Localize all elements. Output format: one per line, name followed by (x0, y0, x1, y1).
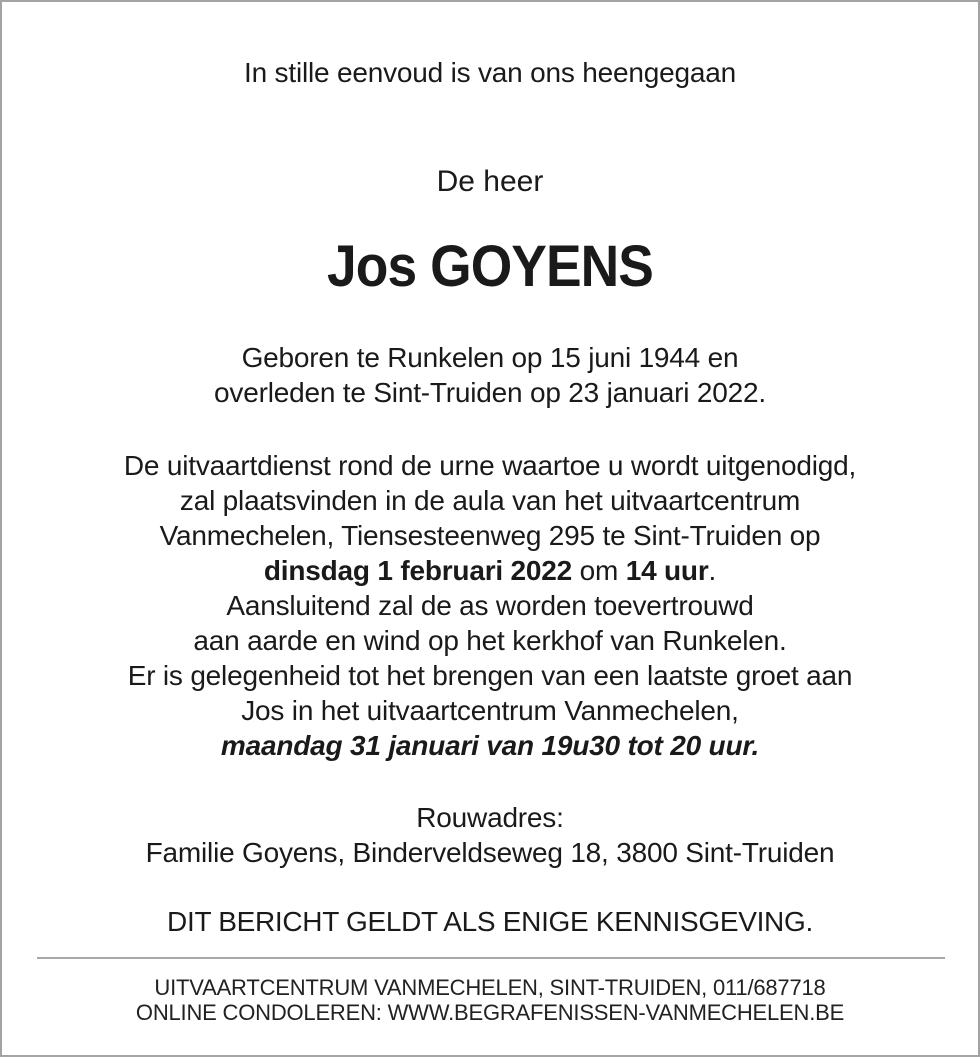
visitation-time: maandag 31 januari van 19u30 tot 20 uur. (220, 730, 760, 761)
ceremony-line-6: aan aarde en wind op het kerkhof van Runkelen. (193, 625, 787, 656)
ceremony-line-1: De uitvaartdienst rond de urne waartoe u wordt uitgenodigd, (123, 450, 857, 481)
ceremony-details (2, 448, 978, 763)
footer-divider (37, 957, 945, 959)
birth-line: Geboren te Runkelen op 15 juni 1944 en (241, 342, 739, 373)
funeral-home-line: UITVAARTCENTRUM VANMECHELEN, SINT-TRUIDEN, 011/687718 (154, 975, 826, 1000)
ceremony-period: . (708, 555, 717, 586)
life-dates (2, 340, 978, 410)
ceremony-om: om (572, 555, 626, 586)
ceremony-line-8: Jos in het uitvaartcentrum Vanmechelen, (241, 695, 739, 726)
footer (2, 975, 978, 1025)
deceased-name: Jos GOYENS (327, 234, 653, 299)
death-line: overleden te Sint-Truiden op 23 januari 2022. (214, 377, 766, 408)
ceremony-datetime-line (2, 553, 978, 588)
address-label: Rouwadres: (416, 802, 564, 833)
address-value: Familie Goyens, Binderveldseweg 18, 3800 Sint-Truiden (145, 837, 835, 868)
ceremony-line-3: Vanmechelen, Tiensesteenweg 295 te Sint-Truiden op (159, 520, 821, 551)
ceremony-date: dinsdag 1 februari 2022 (263, 555, 573, 586)
condolence-url-line: ONLINE CONDOLEREN: WWW.BEGRAFENISSEN-VANMECHELEN.BE (135, 1000, 845, 1025)
intro-text: In stille eenvoud is van ons heengegaan (244, 57, 736, 88)
notice-text: DIT BERICHT GELDT ALS ENIGE KENNISGEVING. (167, 906, 813, 937)
ceremony-line-2: zal plaatsvinden in de aula van het uitvaartcentrum (179, 485, 801, 516)
honorific: De heer (436, 165, 544, 198)
ceremony-time: 14 uur (625, 555, 709, 586)
ceremony-line-5: Aansluitend zal de as worden toevertrouwd (226, 590, 754, 621)
mourning-address (2, 800, 978, 870)
ceremony-line-7: Er is gelegenheid tot het brengen van een laatste groet aan (127, 660, 853, 691)
